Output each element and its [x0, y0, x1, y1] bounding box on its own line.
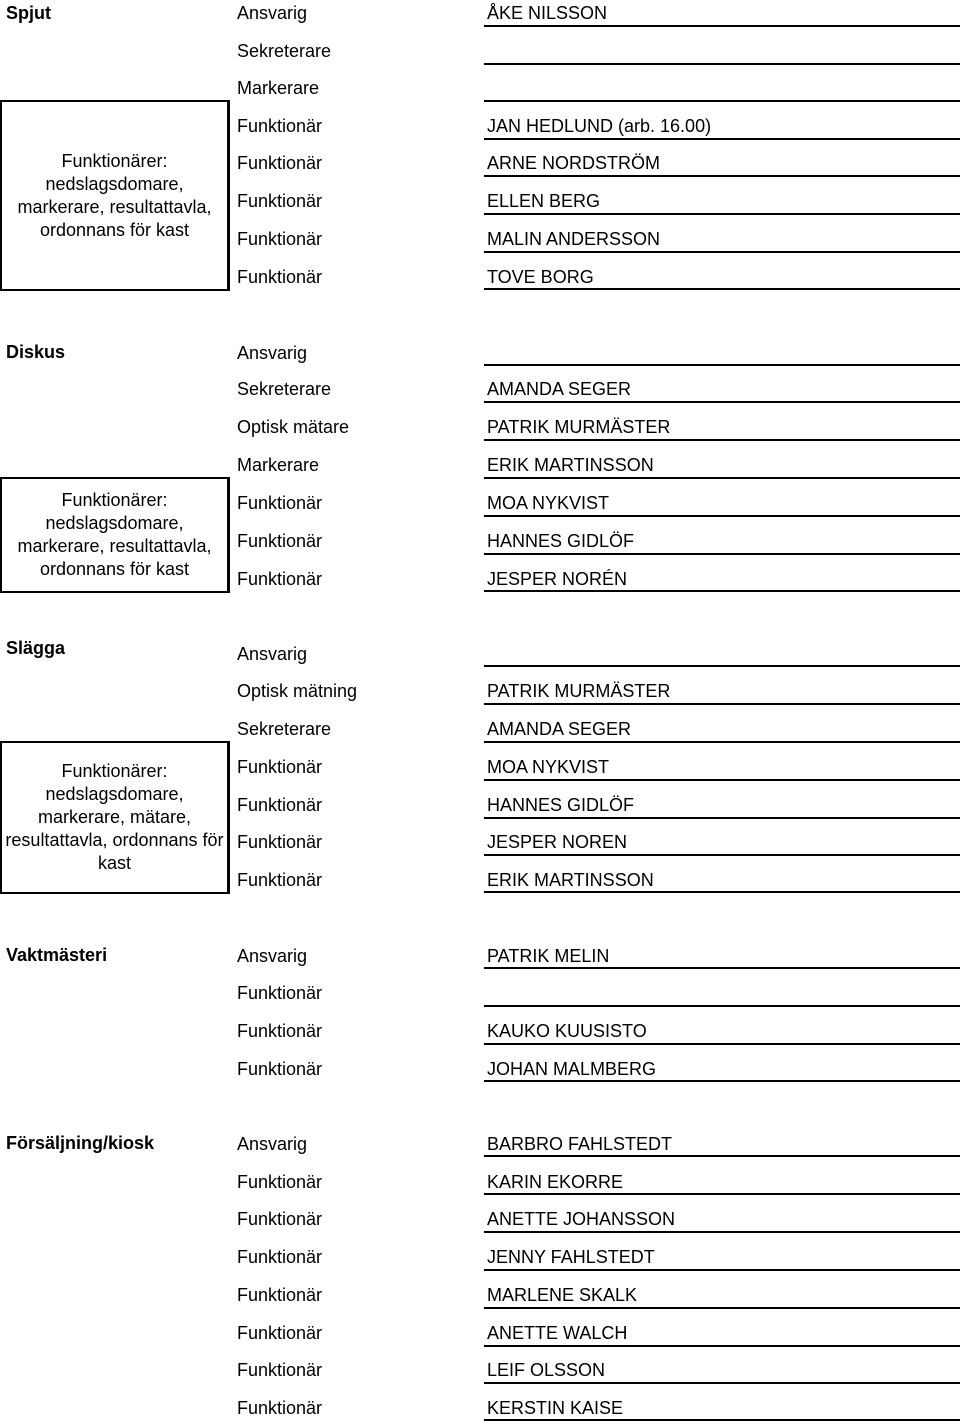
box-line: ordonnans för kast [39, 559, 190, 579]
name-underline [484, 213, 960, 215]
role-label: Funktionär [237, 493, 323, 513]
role-label: Optisk mätning [237, 681, 358, 701]
role-label: Markerare [237, 78, 320, 98]
name-underline [484, 138, 960, 140]
name-value: KERSTIN KAISE [487, 1398, 624, 1418]
name-value: JOHAN MALMBERG [487, 1059, 657, 1079]
name-underline [484, 590, 960, 592]
box-line: markerare, mätare, [37, 807, 192, 827]
name-underline [484, 25, 960, 27]
box-line: Funktionärer: [61, 490, 168, 510]
box-line: ordonnans för kast [39, 219, 190, 240]
name-value: BARBRO FAHLSTEDT [487, 1134, 673, 1154]
name-underline [484, 665, 960, 667]
name-underline [484, 779, 960, 781]
role-label: Funktionär [237, 1209, 323, 1229]
name-underline [484, 703, 960, 705]
role-label: Funktionär [237, 116, 323, 136]
name-underline [484, 1231, 960, 1233]
box-line: markerare, resultattavla, [17, 196, 212, 217]
name-value: PATRIK MELIN [487, 946, 610, 966]
name-underline [484, 63, 960, 65]
role-label: Funktionär [237, 569, 323, 589]
section-heading-slagga: Slägga [6, 638, 66, 658]
name-value: PATRIK MURMÄSTER [487, 417, 671, 437]
box-line: Funktionärer: [61, 150, 168, 171]
name-value: MOA NYKVIST [487, 493, 610, 513]
role-label: Sekreterare [237, 41, 332, 61]
role-label: Funktionär [237, 1021, 323, 1041]
functionaries-box-slagga [0, 741, 230, 894]
name-underline [484, 515, 960, 517]
box-line: nedslagsdomare, [45, 784, 184, 804]
role-label: Funktionär [237, 191, 323, 211]
name-underline [484, 1005, 960, 1007]
name-underline [484, 1382, 960, 1384]
name-underline [484, 891, 960, 893]
box-line: nedslagsdomare, [45, 513, 184, 533]
name-underline [484, 1043, 960, 1045]
name-underline [484, 477, 960, 479]
role-label: Funktionär [237, 1323, 323, 1343]
name-underline [484, 854, 960, 856]
name-value: ANETTE JOHANSSON [487, 1209, 676, 1229]
role-label: Ansvarig [237, 946, 308, 966]
name-value: MARLENE SKALK [487, 1285, 638, 1305]
name-value: ERIK MARTINSSON [487, 870, 654, 890]
name-underline [484, 741, 960, 743]
name-value: KAUKO KUUSISTO [487, 1021, 647, 1041]
name-underline [484, 1345, 960, 1347]
name-value: AMANDA SEGER [487, 719, 632, 739]
name-value: JESPER NOREN [487, 832, 628, 852]
name-value: LEIF OLSSON [487, 1360, 606, 1380]
functionaries-box-spjut [0, 100, 230, 291]
name-value: MOA NYKVIST [487, 757, 610, 777]
name-value: ANETTE WALCH [487, 1323, 628, 1343]
name-underline [484, 1269, 960, 1271]
role-label: Funktionär [237, 1398, 323, 1418]
role-label: Funktionär [237, 795, 323, 815]
name-underline [484, 439, 960, 441]
role-label: Funktionär [237, 1360, 323, 1380]
role-label: Funktionär [237, 229, 323, 249]
name-value: PATRIK MURMÄSTER [487, 681, 671, 701]
section-heading-vaktmasteri: Vaktmästeri [6, 945, 108, 965]
name-underline [484, 1193, 960, 1195]
name-value: HANNES GIDLÖF [487, 531, 635, 551]
role-label: Sekreterare [237, 379, 332, 399]
name-value: ELLEN BERG [487, 191, 601, 211]
role-label: Funktionär [237, 531, 323, 551]
name-underline [484, 401, 960, 403]
name-value: AMANDA SEGER [487, 379, 632, 399]
box-line: resultattavla, ordonnans för [5, 830, 224, 850]
role-label: Markerare [237, 455, 320, 475]
role-label: Funktionär [237, 983, 323, 1003]
name-value: TOVE BORG [487, 267, 594, 287]
role-label: Ansvarig [237, 3, 308, 23]
section-heading-forsaljning: Försäljning/kiosk [6, 1133, 155, 1153]
name-value: ERIK MARTINSSON [487, 455, 654, 475]
role-label: Funktionär [237, 870, 323, 890]
role-label: Ansvarig [237, 343, 308, 363]
name-underline [484, 175, 960, 177]
box-line: markerare, resultattavla, [17, 536, 212, 556]
role-label: Funktionär [237, 1247, 323, 1267]
role-label: Ansvarig [237, 1134, 308, 1154]
name-value: ARNE NORDSTRÖM [487, 153, 661, 173]
role-label: Funktionär [237, 1285, 323, 1305]
name-value: HANNES GIDLÖF [487, 795, 635, 815]
name-underline [484, 1080, 960, 1082]
name-underline [484, 1155, 960, 1157]
box-line: nedslagsdomare, [45, 173, 184, 194]
name-underline [484, 364, 960, 366]
name-underline [484, 1307, 960, 1309]
name-value: JAN HEDLUND (arb. 16.00) [487, 116, 712, 136]
name-underline [484, 288, 960, 290]
role-label: Funktionär [237, 267, 323, 287]
role-label: Funktionär [237, 153, 323, 173]
role-label: Ansvarig [237, 644, 308, 664]
name-value: JENNY FAHLSTEDT [487, 1247, 655, 1267]
section-heading-spjut: Spjut [6, 3, 51, 23]
role-label: Funktionär [237, 1059, 323, 1079]
box-line: kast [97, 853, 131, 873]
name-underline [484, 967, 960, 969]
name-underline [484, 553, 960, 555]
name-value: MALIN ANDERSSON [487, 229, 661, 249]
section-heading-diskus: Diskus [6, 342, 66, 362]
name-value: ÅKE NILSSON [487, 3, 608, 23]
name-value: KARIN EKORRE [487, 1172, 624, 1192]
role-label: Sekreterare [237, 719, 332, 739]
functionaries-box-diskus [0, 477, 230, 593]
role-label: Funktionär [237, 757, 323, 777]
role-label: Funktionär [237, 1172, 323, 1192]
role-label: Funktionär [237, 832, 323, 852]
box-line: Funktionärer: [61, 761, 168, 781]
name-value: JESPER NORÉN [487, 569, 628, 589]
name-underline [484, 817, 960, 819]
role-label: Optisk mätare [237, 417, 350, 437]
name-underline [484, 100, 960, 102]
name-underline [484, 1419, 960, 1421]
name-underline [484, 251, 960, 253]
